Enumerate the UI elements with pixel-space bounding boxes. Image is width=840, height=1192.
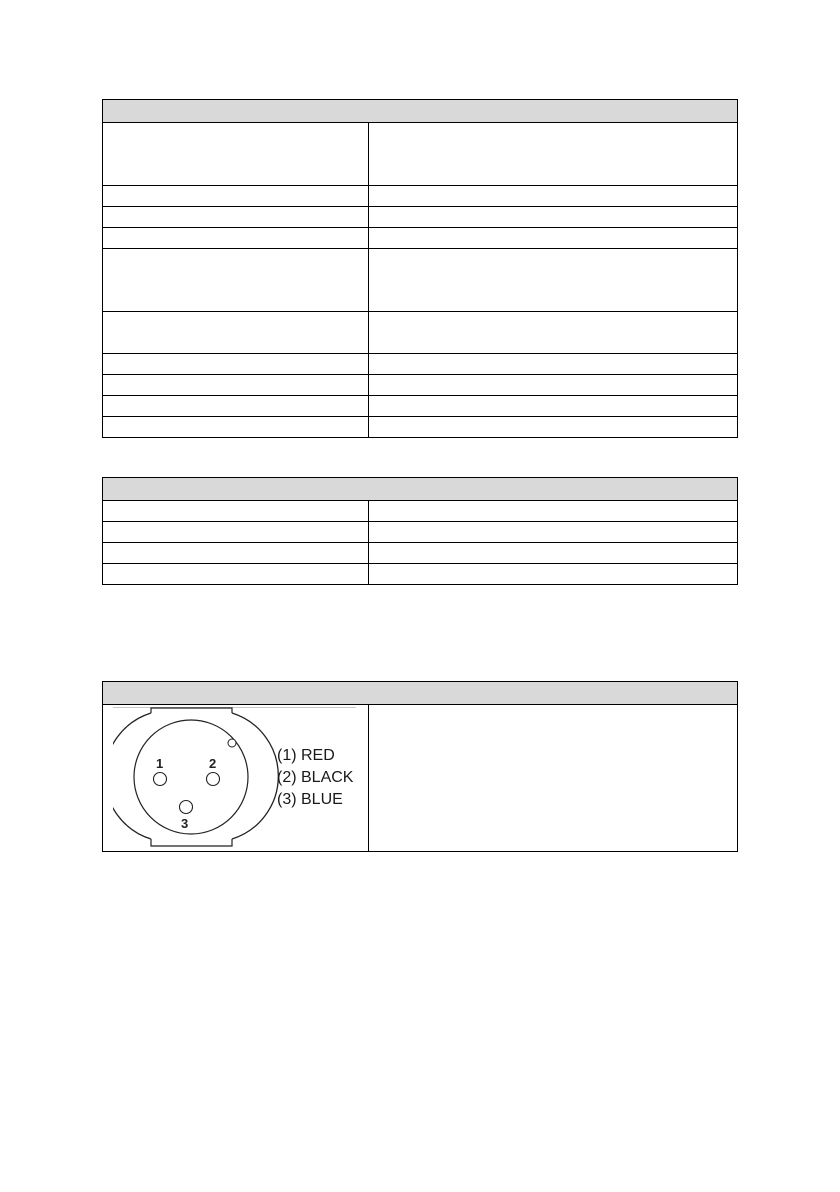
table-header — [103, 100, 738, 123]
wire-label: (2) BLACK — [277, 769, 354, 786]
table-row — [103, 228, 738, 249]
table-row — [103, 705, 738, 852]
pin-number: 1 — [156, 756, 164, 771]
table-header — [103, 682, 738, 705]
table-row — [103, 207, 738, 228]
spec-table-2 — [102, 477, 738, 585]
wire-label: (3) BLUE — [277, 791, 343, 808]
table-row — [103, 249, 738, 312]
table-row — [103, 564, 738, 585]
table-row — [103, 501, 738, 522]
table-header — [103, 478, 738, 501]
connector-table — [102, 681, 738, 852]
table-row — [103, 375, 738, 396]
table-row — [103, 123, 738, 186]
table-row — [103, 522, 738, 543]
pin-number: 3 — [181, 816, 189, 831]
pin-number: 2 — [209, 756, 217, 771]
wire-label: (1) RED — [277, 747, 335, 764]
table-row — [103, 312, 738, 354]
table-row — [103, 417, 738, 438]
table-row — [103, 354, 738, 375]
spec-table-1 — [102, 99, 738, 438]
connector-diagram-cell — [103, 705, 369, 852]
wire-color-legend — [277, 745, 353, 811]
connector-description-cell — [369, 705, 738, 852]
table-row — [103, 543, 738, 564]
table-row — [103, 396, 738, 417]
table-row — [103, 186, 738, 207]
